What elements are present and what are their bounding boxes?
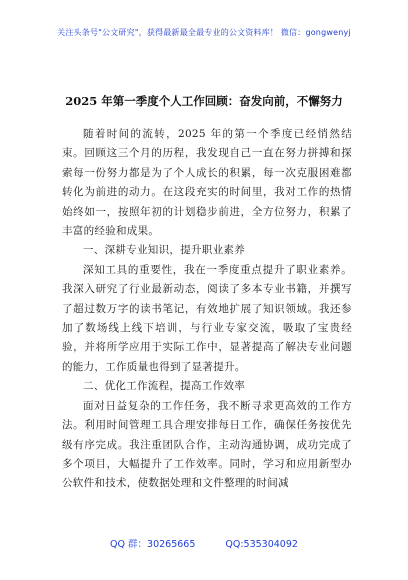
footer-qq: QQ:535304092 bbox=[225, 539, 298, 550]
section-heading-1: 一、深耕专业知识，提升职业素养 bbox=[83, 244, 245, 257]
document-title: 2025 年第一季度个人工作回顾：奋发向前，不懈努力 bbox=[65, 94, 343, 108]
paragraph-intro: 随着时间的流转，2025 年的第一个季度已经悄然结束。回顾这三个月的历程，我发现自己一直在努力拼搏和探索每一份努力都是为了个人成长的积累，每一次克服困难都转化为前进的动力。在这段充实的时间里，我对工作的热情始终如一，按照年初的计划稳步前进，全方位努力，积累了丰富的经验和成果。 bbox=[62, 128, 352, 238]
section-heading-2: 二、优化工作流程，提高工作效率 bbox=[83, 380, 245, 393]
paragraph-section-1: 深知工具的重要性，我在一季度重点提升了职业素养。我深入研究了行业最新动态，阅读了多本专业书籍，并撰写了超过数万字的读书笔记，有效地扩展了知识领域。我还参加了数场线上线下培训，与行业专家交流，吸取了宝贵经验，并将所学应用于实际工作中，显著提高了解决专业问题的能力，工作质量也得到了显著提升。 bbox=[62, 263, 352, 373]
top-banner: 关注头条号"公文研究"，获得最新最全最专业的公文资料库！ 微信：gongwenyj bbox=[57, 28, 351, 37]
footer-qq-group: QQ 群：30265665 bbox=[110, 539, 196, 550]
footer-contact bbox=[0, 536, 408, 550]
document-body bbox=[62, 125, 352, 494]
paragraph-section-2: 面对日益复杂的工作任务，我不断寻求更高效的工作方法。利用时间管理工具合理安排每日工作，确保任务按优先级有序完成。我注重团队合作，主动沟通协调，成功完成了多个项目，大幅提升了工作效率。同时，学习和应用新型办公软件和技术，使数据处理和文件整理的时间减 bbox=[62, 399, 352, 490]
